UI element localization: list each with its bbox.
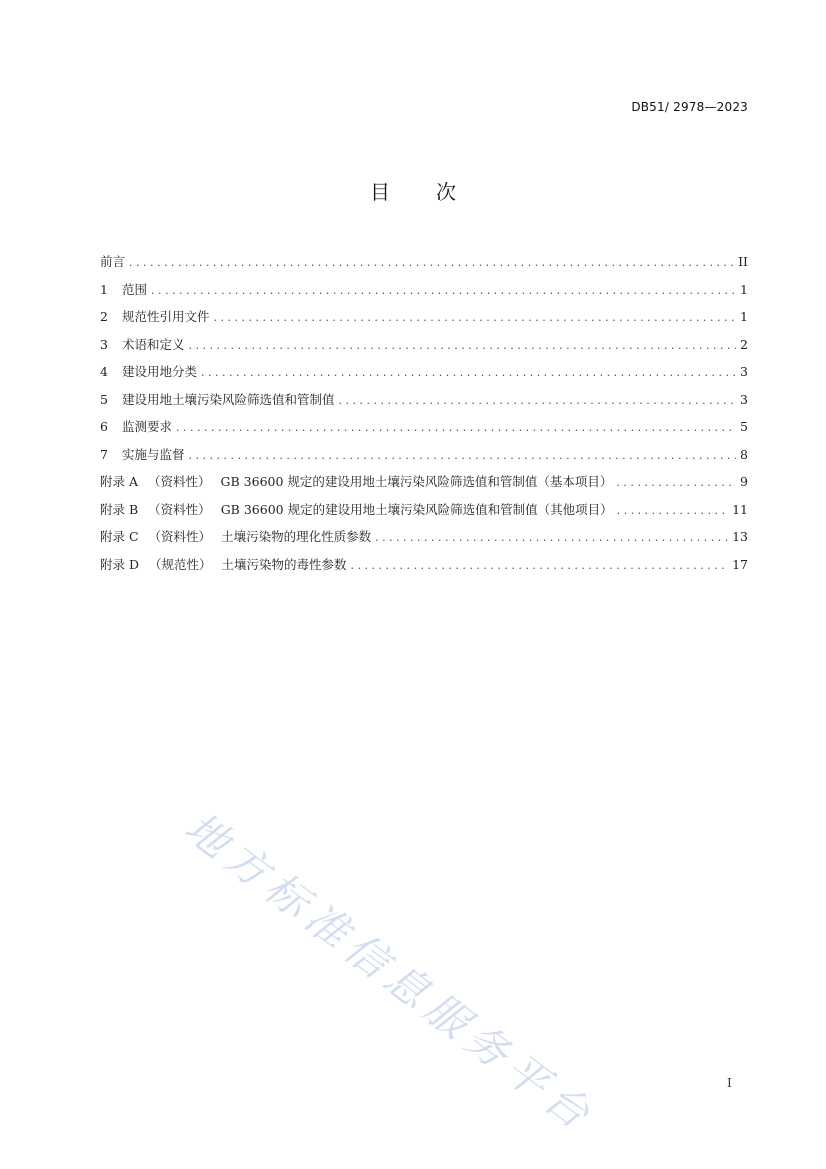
toc-appendix-nature: （资料性） [148, 474, 211, 489]
toc-entry-label: GB 36600 规定的建设用地土壤污染风险筛选值和管制值（其他项目） [220, 501, 613, 517]
toc-entry-4[interactable] [100, 362, 748, 390]
toc-dot-leader [617, 501, 729, 521]
toc-page-number: 1 [740, 309, 748, 324]
toc-appendix-prefix: 附录 D [100, 556, 139, 572]
toc-appendix-prefix: 附录 B [100, 501, 139, 517]
toc-dot-leader [616, 473, 736, 493]
toc-page-number: 3 [740, 391, 748, 407]
toc-entry-appendix-c[interactable] [100, 527, 748, 555]
toc-entry-number: 2 [100, 309, 108, 324]
toc-page-number: 8 [740, 446, 748, 462]
toc-entry-6[interactable] [100, 417, 748, 445]
toc-entry-label: 建设用地土壤污染风险筛选值和管制值 [122, 391, 335, 407]
document-code: DB51/ 2978—2023 [631, 100, 748, 114]
toc-page-number: 3 [740, 364, 748, 379]
toc-dot-leader [351, 556, 729, 576]
toc-page-number: 11 [732, 501, 748, 517]
toc-dot-leader [189, 446, 736, 466]
table-of-contents [100, 252, 748, 582]
toc-entry-1[interactable] [100, 280, 748, 308]
toc-page-number: 2 [740, 336, 748, 352]
toc-dot-leader [339, 391, 736, 411]
toc-dot-leader [176, 418, 736, 438]
toc-entry-number: 3 [100, 336, 108, 352]
toc-entry-label: 术语和定义 [122, 336, 185, 352]
toc-entry-number: 4 [100, 364, 108, 379]
toc-entry-number: 1 [100, 281, 108, 297]
toc-entry-number: 7 [100, 446, 108, 462]
toc-entry-label: 实施与监督 [122, 446, 185, 462]
toc-entry-label: 土壤污染物的毒性参数 [221, 556, 347, 572]
toc-entry-2[interactable] [100, 307, 748, 335]
watermark: 地方标准信息服务平台 [175, 802, 605, 1143]
toc-entry-7[interactable] [100, 445, 748, 473]
page-title-char-1: 目 [370, 180, 390, 204]
toc-entry-label: 前言 [100, 254, 126, 269]
page-title-char-2: 次 [436, 180, 456, 204]
toc-entry-label: GB 36600 规定的建设用地土壤污染风险筛选值和管制值（基本项目） [220, 474, 613, 489]
toc-dot-leader [201, 363, 736, 383]
toc-entry-label: 监测要求 [122, 419, 173, 434]
toc-page-number: 5 [740, 419, 748, 434]
toc-page-number: II [738, 254, 748, 269]
toc-dot-leader [214, 308, 736, 328]
toc-entry-label: 土壤污染物的理化性质参数 [221, 529, 372, 544]
toc-page-number: 9 [740, 474, 748, 489]
toc-entry-number: 5 [100, 391, 108, 407]
toc-appendix-prefix: 附录 C [100, 529, 139, 544]
toc-appendix-nature: （资料性） [148, 529, 212, 544]
toc-entry-preface[interactable] [100, 252, 748, 280]
toc-entry-5[interactable] [100, 390, 748, 418]
toc-appendix-prefix: 附录 A [100, 474, 139, 489]
toc-entry-3[interactable] [100, 335, 748, 363]
toc-entry-appendix-d[interactable] [100, 555, 748, 583]
toc-page-number: 1 [740, 281, 748, 297]
toc-page-number: 17 [732, 556, 748, 572]
page-title [0, 176, 826, 205]
toc-dot-leader [375, 528, 728, 548]
toc-entry-appendix-b[interactable] [100, 500, 748, 528]
toc-entry-appendix-a[interactable] [100, 472, 748, 500]
toc-dot-leader [151, 281, 736, 301]
toc-entry-label: 范围 [122, 281, 148, 297]
toc-page-number: 13 [732, 529, 748, 544]
page-number: I [727, 1076, 732, 1090]
toc-entry-label: 建设用地分类 [122, 364, 198, 379]
toc-appendix-nature: （规范性） [149, 556, 212, 572]
toc-appendix-nature: （资料性） [148, 501, 211, 517]
toc-dot-leader [189, 336, 736, 356]
toc-entry-label: 规范性引用文件 [122, 309, 210, 324]
toc-entry-number: 6 [100, 419, 108, 434]
toc-dot-leader [129, 253, 734, 273]
